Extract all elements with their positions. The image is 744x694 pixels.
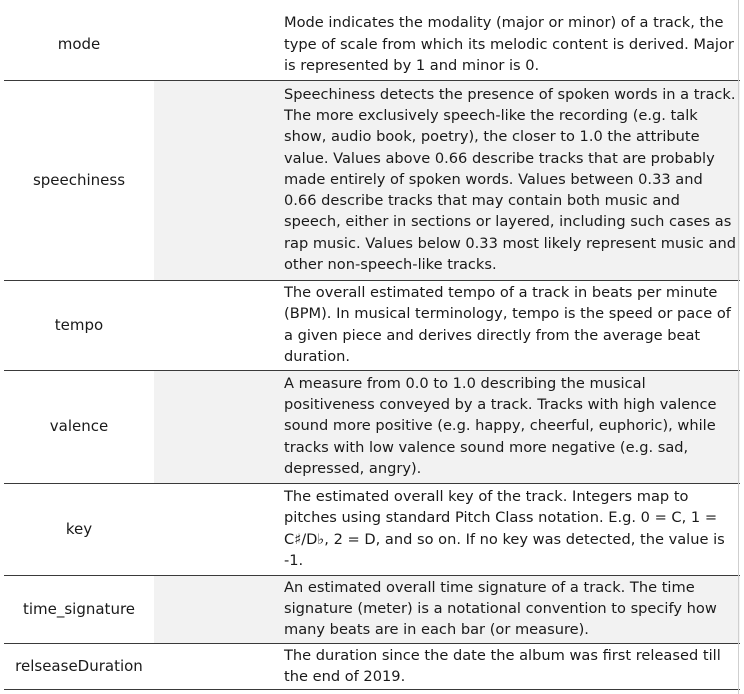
term-cell: time_signature — [4, 575, 154, 643]
description-cell: Speechiness detects the presence of spoken words in a track. The more exclusively speech-like the recording (e.g. talk show, audio book, poetry), the closer to 1.0 the attribute value. Values above 0.66 describe tracks that are probably made entirely of spoken words. Values between 0.33 and 0.66 describe tracks that may contain both music and speech, either in sections or layered, including such cases as rap music. Values below 0.33 most likely represent music and other non-speech-like tracks. — [280, 80, 740, 280]
spacer-cell — [154, 80, 280, 280]
spacer-cell — [154, 643, 280, 689]
table-row — [4, 80, 740, 280]
spacer-cell — [154, 370, 280, 483]
description-cell: The estimated overall key of the track. Integers map to pitches using standard Pitch Class notation. E.g. 0 = C, 1 = C♯/D♭, 2 = D, and so on. If no key was detected, the value is -1. — [280, 483, 740, 575]
table-row — [4, 370, 740, 483]
term-cell: mode — [4, 10, 154, 80]
spacer-cell — [154, 10, 280, 80]
table-row — [4, 10, 740, 80]
spacer-cell — [154, 575, 280, 643]
term-cell: speechiness — [4, 80, 154, 280]
description-cell: Mode indicates the modality (major or minor) of a track, the type of scale from which its melodic content is derived. Major is represented by 1 and minor is 0. — [280, 10, 740, 80]
description-cell: The duration since the date the album was first released till the end of 2019. — [280, 643, 740, 689]
term-cell: relseaseDuration — [4, 643, 154, 689]
description-cell: An estimated overall time signature of a track. The time signature (meter) is a notational convention to specify how many beats are in each bar (or measure). — [280, 575, 740, 643]
table-row — [4, 483, 740, 575]
attribute-definitions-table — [4, 10, 740, 690]
table-row — [4, 643, 740, 689]
description-cell: The overall estimated tempo of a track in beats per minute (BPM). In musical terminology, tempo is the speed or pace of a given piece and derives directly from the average beat duration. — [280, 280, 740, 370]
table-row — [4, 280, 740, 370]
right-border-line — [738, 0, 739, 694]
description-cell: A measure from 0.0 to 1.0 describing the musical positiveness conveyed by a track. Tracks with high valence sound more positive (e.g. happy, cheerful, euphoric), while tracks with low valence sound more negative (e.g. sad, depressed, angry). — [280, 370, 740, 483]
spacer-cell — [154, 483, 280, 575]
term-cell: valence — [4, 370, 154, 483]
table-row — [4, 575, 740, 643]
spacer-cell — [154, 280, 280, 370]
term-cell: key — [4, 483, 154, 575]
term-cell: tempo — [4, 280, 154, 370]
